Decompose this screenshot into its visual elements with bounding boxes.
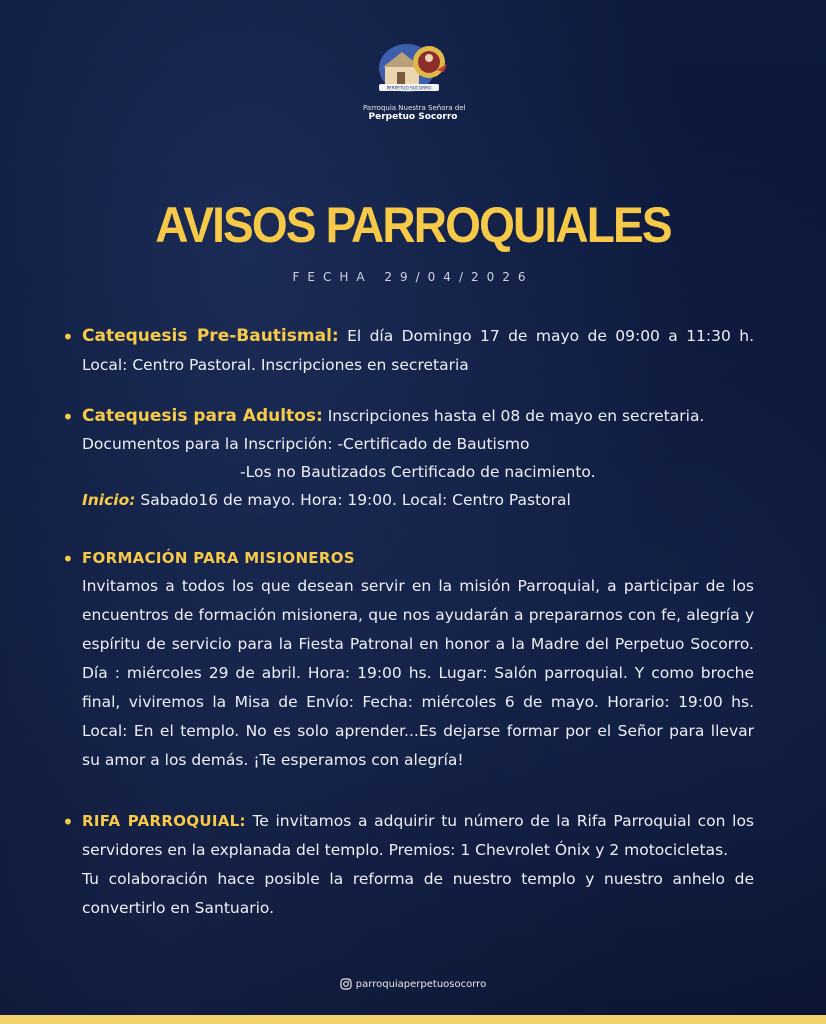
item-heading: Catequesis Pre-Bautismal:	[82, 326, 339, 346]
parish-logo	[363, 40, 466, 122]
item-heading: Catequesis para Adultos:	[82, 406, 323, 426]
bullet-icon: •	[62, 810, 74, 834]
inicio-label: Inicio:	[82, 491, 136, 509]
church-logo-icon	[371, 40, 455, 102]
bullet-icon: •	[62, 405, 74, 429]
item-text	[82, 807, 754, 865]
list-item	[62, 544, 754, 775]
item-body: Inscripciones hasta el 08 de mayo en secretaria.	[322, 407, 705, 425]
list-item	[62, 402, 754, 514]
logo-banner-text: PERPETUO SOCORRO	[386, 85, 432, 91]
item-heading-line	[82, 544, 754, 572]
docs-line: Documentos para la Inscripción: -Certificado de Bautismo	[82, 435, 530, 453]
list-item	[62, 807, 754, 923]
item-body: Te invitamos a adquirir tu número de la Rifa Parroquial con los servidores en la explanada del templo. Premios: 1 Chevrolet Ónix y 2 motocicletas.	[82, 812, 755, 859]
inicio-line	[82, 486, 754, 514]
inicio-text: Sabado16 de mayo. Hora: 19:00. Local: Centro Pastoral	[135, 491, 571, 509]
item-text	[82, 402, 754, 430]
item-heading: RIFA PARROQUIAL:	[82, 812, 246, 830]
date-line: FECHA 29/04/2026	[292, 270, 534, 284]
item-text	[82, 322, 754, 380]
item-body: Invitamos a todos los que desean servir en la misión Parroquial, a participar de los encuentros de formación misionera, que nos ayudarán a prepararnos con fe, alegría y espíritu de servicio para la Fiesta Patronal en honor a la Madre del Perpetuo Socorro. Día : miércoles 29 de abril. Hora: 19:00 hs. Lugar: Salón parroquial. Y como broche final, viviremos la Misa de Envío: Fecha: miércoles 6 de mayo. Horario: 19:00 hs. Local: En el templo. No es solo aprender...Es dejarse formar por el Señor para llevar su amor a los demás. ¡Te esperamos con alegría!	[82, 577, 754, 769]
item-body-2: Tu colaboración hace posible la reforma de nuestro templo y nuestro anhelo de convertirlo en Santuario.	[82, 870, 754, 917]
announcements-list	[62, 322, 754, 923]
bullet-icon: •	[62, 547, 74, 571]
page-title: AVISOS PARROQUIALES	[155, 197, 671, 253]
docs-line-2: -Los no Bautizados Certificado de nacimiento.	[240, 463, 596, 481]
bullet-icon: •	[62, 325, 74, 349]
logo-subtitle: Parroquia Nuestra Señora del	[363, 104, 466, 112]
logo-name: Perpetuo Socorro	[368, 112, 458, 122]
instagram-icon	[340, 978, 352, 990]
instagram-text: parroquiaperpetuosocorro	[355, 979, 487, 990]
bottom-bar	[0, 1015, 826, 1024]
instagram-handle[interactable]	[0, 978, 826, 990]
item-body: El día Domingo 17 de mayo de 09:00 a 11:30 h. Local: Centro Pastoral. Inscripciones en secretaria	[82, 327, 754, 374]
list-item	[62, 322, 754, 380]
item-heading: FORMACIÓN PARA MISIONEROS	[82, 549, 355, 567]
